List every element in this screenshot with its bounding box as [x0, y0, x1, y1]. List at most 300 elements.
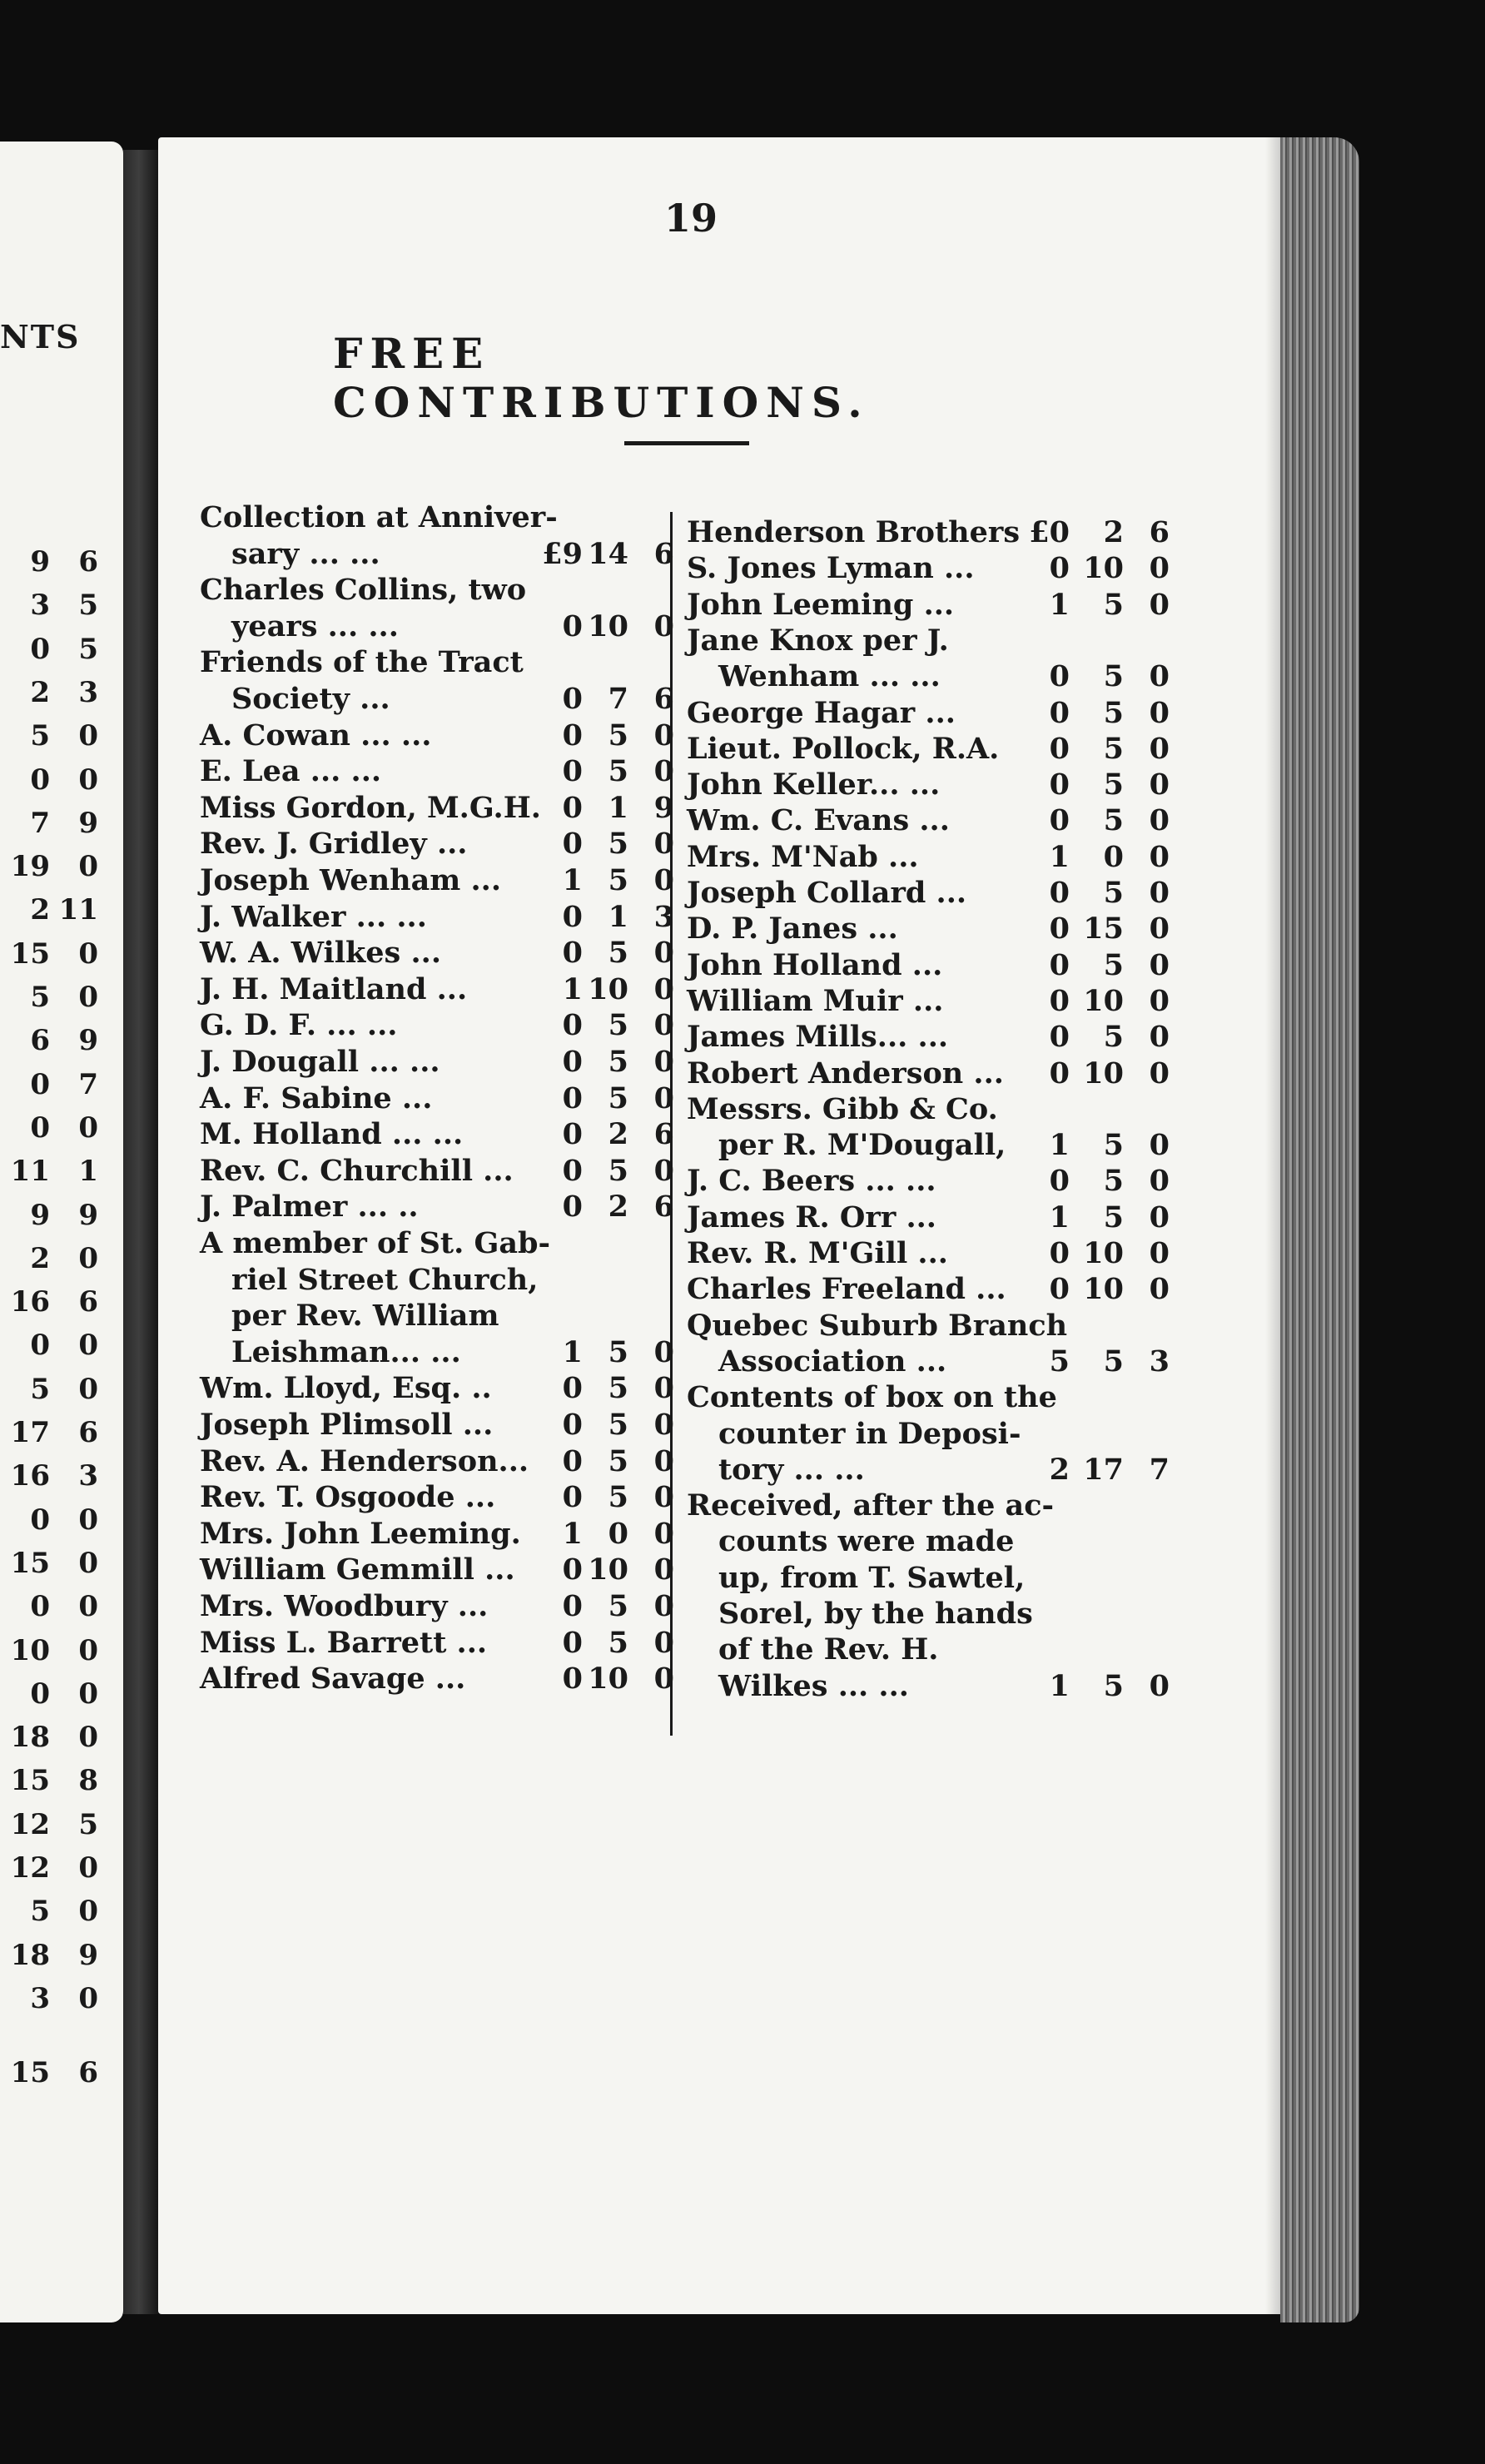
amount-shillings: 14 [588, 536, 628, 571]
contribution-line [687, 731, 1170, 768]
left-amount-row [0, 893, 117, 936]
amount-pounds: 0 [1049, 731, 1070, 766]
amount-shillings: 5 [1103, 1344, 1124, 1379]
amount-shillings: 5 [1103, 947, 1124, 982]
amount-shillings: 10 [1083, 551, 1124, 586]
left-amount-shillings: 5 [30, 981, 50, 1014]
left-amount-shillings: 5 [30, 719, 50, 753]
left-amount-row [0, 1982, 117, 2025]
contribution-line [200, 1625, 674, 1662]
amount-pence: 0 [1149, 803, 1170, 838]
amount-pounds: 0 [562, 1080, 583, 1115]
contribution-line [200, 1334, 674, 1371]
amount-shillings: 5 [608, 1045, 628, 1079]
contributor-name: Charles Collins, two [200, 573, 527, 608]
contributor-name: Alfred Savage ... [200, 1662, 466, 1696]
left-amount-shillings: 2 [30, 893, 50, 927]
amount-pounds: 0 [562, 790, 583, 825]
amount-pounds: 0 [1049, 803, 1070, 838]
left-amount-shillings: 0 [30, 1329, 50, 1363]
left-amount-row [0, 1721, 117, 1764]
left-amount-row [0, 807, 117, 850]
contribution-line [687, 1344, 1170, 1380]
amount-shillings: 1 [608, 899, 628, 934]
left-amount-pence: 3 [78, 675, 98, 709]
amount-pounds: 0 [1049, 1056, 1070, 1090]
contributor-name: of the Rev. H. [718, 1632, 939, 1667]
left-amount-pence: 6 [78, 1285, 98, 1319]
contribution-line [200, 1225, 674, 1262]
contribution-line [200, 1516, 674, 1552]
contribution-line [687, 1416, 1170, 1453]
amount-pounds: 0 [562, 1443, 583, 1478]
amount-pounds: 1 [1049, 587, 1070, 622]
contribution-line [200, 1189, 674, 1225]
left-amount-pence: 6 [78, 545, 98, 579]
amount-pounds: 0 [1049, 1236, 1070, 1270]
left-amount-pence: 0 [78, 1851, 98, 1885]
contribution-line [687, 1200, 1170, 1236]
left-amount-shillings: 0 [30, 763, 50, 797]
contribution-line [200, 790, 674, 827]
left-amount-shillings: 0 [30, 632, 50, 666]
left-amount-row [0, 1024, 117, 1067]
contributor-name: John Holland ... [687, 947, 943, 982]
amount-pounds: 0 [1049, 768, 1070, 802]
amount-pence: 0 [1149, 1236, 1170, 1270]
contribution-line [200, 753, 674, 790]
contributor-name: Joseph Collard ... [687, 876, 967, 910]
amount-pence: 0 [653, 1334, 674, 1369]
amount-pence: 0 [653, 827, 674, 862]
amount-pounds: 0 [562, 1045, 583, 1079]
amount-pence: 0 [653, 1625, 674, 1660]
contribution-line [687, 587, 1170, 623]
contribution-line [200, 1116, 674, 1153]
contribution-line [200, 1298, 674, 1334]
amount-pence: 0 [653, 1408, 674, 1442]
left-amount-pence: 0 [78, 1372, 98, 1406]
contribution-line [200, 1479, 674, 1516]
left-amount-shillings: 0 [30, 1110, 50, 1145]
left-amount-row [0, 850, 117, 893]
left-amount-pence: 9 [78, 806, 98, 840]
amount-pounds: 1 [1049, 839, 1070, 874]
amount-shillings: 17 [1083, 1452, 1124, 1487]
contribution-line [687, 623, 1170, 659]
contribution-line [687, 1523, 1170, 1560]
amount-pence: 3 [653, 899, 674, 934]
contributor-name: riel Street Church, [231, 1262, 539, 1297]
left-total-row [0, 2056, 117, 2099]
amount-pounds: 0 [562, 754, 583, 789]
contributor-name: John Keller... ... [687, 768, 941, 802]
amount-shillings: 5 [608, 754, 628, 789]
left-amount-shillings: 3 [30, 589, 50, 623]
page-title: FREE CONTRIBUTIONS. [333, 329, 870, 427]
contributor-name: Jane Knox per J. [687, 623, 949, 658]
left-amount-shillings: 18 [10, 1721, 50, 1755]
amount-pence: 0 [653, 754, 674, 789]
amount-pence: 6 [653, 536, 674, 571]
amount-shillings: 5 [608, 718, 628, 753]
title-rule [624, 441, 749, 445]
left-total-shillings: 15 [10, 2056, 50, 2089]
left-amount-row [0, 1242, 117, 1285]
left-amount-row [0, 1895, 117, 1938]
amount-pence: 0 [1149, 695, 1170, 730]
left-amount-shillings: 5 [30, 1895, 50, 1929]
amount-pence: 0 [1149, 1272, 1170, 1307]
contribution-line [687, 767, 1170, 803]
contribution-line [687, 911, 1170, 947]
contributor-name: Wm. C. Evans ... [687, 803, 950, 838]
left-amount-row [0, 937, 117, 981]
left-amount-pence: 8 [78, 1764, 98, 1798]
contribution-line [687, 550, 1170, 587]
amount-pence: 0 [653, 609, 674, 643]
contributor-name: John Leeming ... [687, 587, 955, 622]
amount-pounds: 0 [562, 609, 583, 643]
contribution-line [200, 609, 674, 645]
contribution-line [200, 681, 674, 718]
amount-pence: 0 [653, 1443, 674, 1478]
contributor-name: J. C. Beers ... ... [687, 1164, 936, 1199]
amount-shillings: 10 [1083, 983, 1124, 1018]
left-amount-shillings: 0 [30, 1067, 50, 1101]
amount-shillings: 15 [1083, 912, 1124, 946]
contributor-name: per R. M'Dougall, [718, 1128, 1006, 1163]
amount-pence: 0 [1149, 983, 1170, 1018]
amount-pence: 0 [653, 1153, 674, 1188]
left-amount-row [0, 1547, 117, 1590]
amount-pounds: 1 [562, 863, 583, 897]
left-amount-row [0, 1808, 117, 1851]
contribution-line [687, 1127, 1170, 1164]
amount-shillings: 5 [608, 1625, 628, 1660]
amount-pounds: 1 [1049, 1200, 1070, 1234]
contributor-name: Collection at Anniver- [200, 500, 558, 534]
contributor-name: Rev. T. Osgoode ... [200, 1480, 496, 1515]
amount-shillings: 5 [608, 1408, 628, 1442]
contribution-line [200, 536, 674, 573]
left-amount-pence: 5 [78, 589, 98, 623]
amount-shillings: 5 [1103, 731, 1124, 766]
left-amount-shillings: 3 [30, 1981, 50, 2015]
amount-pence: 0 [653, 1480, 674, 1515]
contributor-name: D. P. Janes ... [687, 912, 898, 946]
amount-pounds: 5 [1049, 1344, 1070, 1379]
amount-pounds: 0 [562, 899, 583, 934]
amount-pence: 0 [653, 1045, 674, 1079]
amount-pence: 0 [653, 936, 674, 971]
contribution-line [200, 572, 674, 609]
left-amount-pence: 9 [78, 1024, 98, 1058]
contribution-line [200, 1552, 674, 1588]
left-amount-row [0, 1416, 117, 1459]
contributor-name: A member of St. Gab- [200, 1226, 551, 1260]
amount-shillings: 10 [588, 1552, 628, 1587]
amount-shillings: 5 [608, 1443, 628, 1478]
amount-shillings: 2 [608, 1117, 628, 1152]
left-amount-pence: 9 [78, 1938, 98, 1972]
contributor-name: Wenham ... ... [718, 659, 941, 694]
amount-shillings: 5 [608, 1480, 628, 1515]
contributor-name: Henderson Brothers [687, 515, 1021, 549]
amount-shillings: 5 [1103, 768, 1124, 802]
left-amount-row [0, 1459, 117, 1503]
amount-pence: 0 [1149, 1164, 1170, 1199]
contributor-name: Miss Gordon, M.G.H. [200, 790, 541, 825]
contributor-name: G. D. F. ... ... [200, 1008, 398, 1043]
amount-pence: 0 [653, 1080, 674, 1115]
amount-shillings: 5 [608, 1080, 628, 1115]
amount-pence: 0 [1149, 1128, 1170, 1163]
left-amount-pence: 0 [78, 981, 98, 1014]
left-amount-row [0, 1329, 117, 1372]
amount-pounds: 1 [562, 1334, 583, 1369]
contributor-name: counts were made [718, 1524, 1015, 1559]
left-amount-pence: 0 [78, 1895, 98, 1929]
amount-pence: 0 [1149, 587, 1170, 622]
amount-shillings: 5 [608, 1334, 628, 1369]
amount-pounds: 0 [562, 936, 583, 971]
left-amount-row [0, 719, 117, 763]
amount-shillings: 5 [1103, 659, 1124, 694]
amount-pounds: 0 [562, 1625, 583, 1660]
contributor-name: Charles Freeland ... [687, 1272, 1006, 1307]
amount-shillings: 2 [608, 1190, 628, 1225]
amount-pounds: 0 [562, 1662, 583, 1696]
contributor-name: Joseph Plimsoll ... [200, 1408, 494, 1442]
contribution-line [200, 899, 674, 936]
contribution-line [200, 862, 674, 899]
amount-pence: 0 [1149, 839, 1170, 874]
left-amount-row [0, 1677, 117, 1721]
amount-pounds: £0 [1029, 515, 1070, 549]
page-edge [1280, 137, 1359, 2322]
left-amount-pence: 3 [78, 1459, 98, 1493]
contributor-name: J. Dougall ... ... [200, 1045, 440, 1079]
contribution-line [687, 875, 1170, 912]
left-amount-shillings: 12 [10, 1851, 50, 1885]
left-amount-shillings: 6 [30, 1024, 50, 1058]
contributor-name: Mrs. Woodbury ... [200, 1589, 489, 1623]
left-amount-pence: 6 [78, 1416, 98, 1449]
amount-shillings: 10 [1083, 1056, 1124, 1090]
contributor-name: M. Holland ... ... [200, 1117, 464, 1152]
contributor-name: up, from T. Sawtel, [718, 1560, 1026, 1595]
contributor-name: Miss L. Barrett ... [200, 1625, 488, 1660]
amount-pounds: 0 [1049, 1020, 1070, 1055]
amount-shillings: 1 [608, 790, 628, 825]
contributor-name: J. H. Maitland ... [200, 971, 468, 1006]
amount-shillings: 10 [588, 609, 628, 643]
left-amount-row [0, 1939, 117, 1982]
amount-pence: 6 [1149, 515, 1170, 549]
contributor-name: W. A. Wilkes ... [200, 936, 441, 971]
contributor-name: Society ... [231, 682, 390, 716]
contribution-line [687, 1596, 1170, 1632]
contributor-name: Friends of the Tract [200, 645, 524, 680]
amount-pounds: 0 [1049, 947, 1070, 982]
contributor-name: Joseph Wenham ... [200, 863, 502, 897]
left-amount-pence: 0 [78, 850, 98, 884]
amount-shillings: 0 [1103, 839, 1124, 874]
contribution-line [200, 1443, 674, 1480]
left-amount-pence: 0 [78, 719, 98, 753]
amount-pounds: 0 [562, 1408, 583, 1442]
contribution-line [687, 1308, 1170, 1344]
left-amount-pence: 0 [78, 1721, 98, 1755]
amount-pence: 0 [653, 1589, 674, 1623]
amount-pence: 0 [1149, 947, 1170, 982]
left-total-pence: 6 [78, 2056, 98, 2089]
contribution-line [200, 935, 674, 971]
contributor-name: Robert Anderson ... [687, 1056, 1004, 1090]
left-amount-shillings: 15 [10, 1546, 50, 1580]
amount-pence: 0 [653, 1662, 674, 1696]
amount-shillings: 5 [608, 1371, 628, 1406]
left-amount-pence: 0 [78, 763, 98, 797]
contributor-name: A. F. Sabine ... [200, 1080, 433, 1115]
contribution-line [687, 1019, 1170, 1056]
left-amount-pence: 0 [78, 1633, 98, 1667]
amount-shillings: 5 [1103, 876, 1124, 910]
contributor-name: William Muir ... [687, 983, 944, 1018]
amount-shillings: 5 [1103, 1200, 1124, 1234]
contributor-name: Rev. C. Churchill ... [200, 1153, 514, 1188]
left-amount-row [0, 676, 117, 719]
contributor-name: Mrs. John Leeming. [200, 1516, 521, 1551]
amount-pence: 7 [1149, 1452, 1170, 1487]
amount-pence: 0 [1149, 1200, 1170, 1234]
left-amount-shillings: 16 [10, 1459, 50, 1493]
contribution-line [687, 514, 1170, 551]
amount-pence: 0 [653, 718, 674, 753]
left-amount-pence: 0 [78, 1981, 98, 2015]
contribution-line [687, 839, 1170, 876]
left-amount-shillings: 9 [30, 545, 50, 579]
amount-shillings: 5 [608, 936, 628, 971]
contributor-name: Rev. A. Henderson... [200, 1443, 529, 1478]
amount-shillings: 5 [608, 1589, 628, 1623]
contributor-name: Quebec Suburb Branch [687, 1308, 1068, 1343]
amount-pence: 6 [653, 1190, 674, 1225]
amount-pounds: 0 [562, 1190, 583, 1225]
amount-pounds: 1 [562, 1516, 583, 1551]
left-amount-pence: 0 [78, 1241, 98, 1275]
left-amount-shillings: 9 [30, 1198, 50, 1232]
left-amount-pence: 1 [78, 1155, 98, 1189]
left-amount-pence: 5 [78, 632, 98, 666]
left-amount-pence: 9 [78, 1198, 98, 1232]
left-amount-row [0, 981, 117, 1024]
amount-shillings: 5 [1103, 1020, 1124, 1055]
amount-pounds: 0 [1049, 659, 1070, 694]
left-page-header-fragment: NTS [0, 318, 81, 355]
amount-pounds: 1 [1049, 1668, 1070, 1703]
amount-pence: 0 [1149, 912, 1170, 946]
contribution-line [687, 1668, 1170, 1705]
amount-pounds: 0 [1049, 876, 1070, 910]
contributor-name: Received, after the ac- [687, 1488, 1055, 1523]
contribution-line [687, 983, 1170, 1020]
amount-pounds: 0 [562, 827, 583, 862]
left-amount-row [0, 763, 117, 807]
left-amount-shillings: 18 [10, 1938, 50, 1972]
left-amount-shillings: 7 [30, 806, 50, 840]
contributor-name: A. Cowan ... ... [200, 718, 432, 753]
contributor-name: tory ... ... [718, 1452, 865, 1487]
left-amount-pence: 0 [78, 1677, 98, 1711]
left-amount-shillings: 2 [30, 675, 50, 709]
left-amount-row [0, 1634, 117, 1677]
contribution-line [200, 1007, 674, 1044]
contribution-line [687, 1379, 1170, 1416]
contribution-line [687, 1163, 1170, 1200]
left-amount-row [0, 1503, 117, 1547]
amount-pence: 0 [1149, 876, 1170, 910]
contributor-name: E. Lea ... ... [200, 754, 382, 789]
left-amount-pence: 0 [78, 1590, 98, 1624]
contribution-line [200, 1044, 674, 1080]
amount-pounds: 0 [562, 1480, 583, 1515]
amount-pounds: £9 [542, 536, 583, 571]
amount-pence: 0 [1149, 768, 1170, 802]
amount-shillings: 5 [1103, 803, 1124, 838]
contribution-line [687, 802, 1170, 839]
amount-shillings: 5 [608, 1153, 628, 1188]
amount-pounds: 0 [1049, 1272, 1070, 1307]
amount-pounds: 0 [1049, 695, 1070, 730]
amount-shillings: 5 [1103, 1668, 1124, 1703]
left-amount-pence: 0 [78, 936, 98, 971]
contribution-line [687, 695, 1170, 732]
left-amount-shillings: 11 [10, 1155, 50, 1189]
contributor-name: J. Palmer ... .. [200, 1190, 419, 1225]
left-amount-shillings: 0 [30, 1590, 50, 1624]
contributor-name: Wm. Lloyd, Esq. .. [200, 1371, 492, 1406]
contributor-name: Sorel, by the hands [718, 1597, 1033, 1631]
contribution-line [200, 1080, 674, 1117]
left-amount-row [0, 633, 117, 676]
amount-shillings: 10 [1083, 1272, 1124, 1307]
contribution-line [687, 1235, 1170, 1272]
contributor-name: William Gemmill ... [200, 1552, 515, 1587]
contribution-line [200, 718, 674, 754]
amount-pence: 0 [653, 1516, 674, 1551]
amount-pence: 0 [1149, 659, 1170, 694]
contributor-name: Rev. R. M'Gill ... [687, 1236, 948, 1270]
amount-pence: 0 [1149, 731, 1170, 766]
amount-pence: 0 [653, 1371, 674, 1406]
amount-pounds: 0 [1049, 983, 1070, 1018]
contributor-name: counter in Deposi- [718, 1416, 1021, 1451]
amount-pounds: 0 [562, 1153, 583, 1188]
left-amount-row [0, 1590, 117, 1633]
amount-shillings: 5 [608, 863, 628, 897]
book-gutter [123, 150, 158, 2314]
left-amount-shillings: 12 [10, 1807, 50, 1841]
left-amount-pence: 11 [58, 893, 98, 927]
amount-shillings: 5 [1103, 695, 1124, 730]
amount-pence: 6 [653, 1117, 674, 1152]
contributor-name: Rev. J. Gridley ... [200, 827, 468, 862]
left-amount-pence: 0 [78, 1110, 98, 1145]
amount-pence: 0 [1149, 1668, 1170, 1703]
amount-pounds: 0 [562, 682, 583, 716]
